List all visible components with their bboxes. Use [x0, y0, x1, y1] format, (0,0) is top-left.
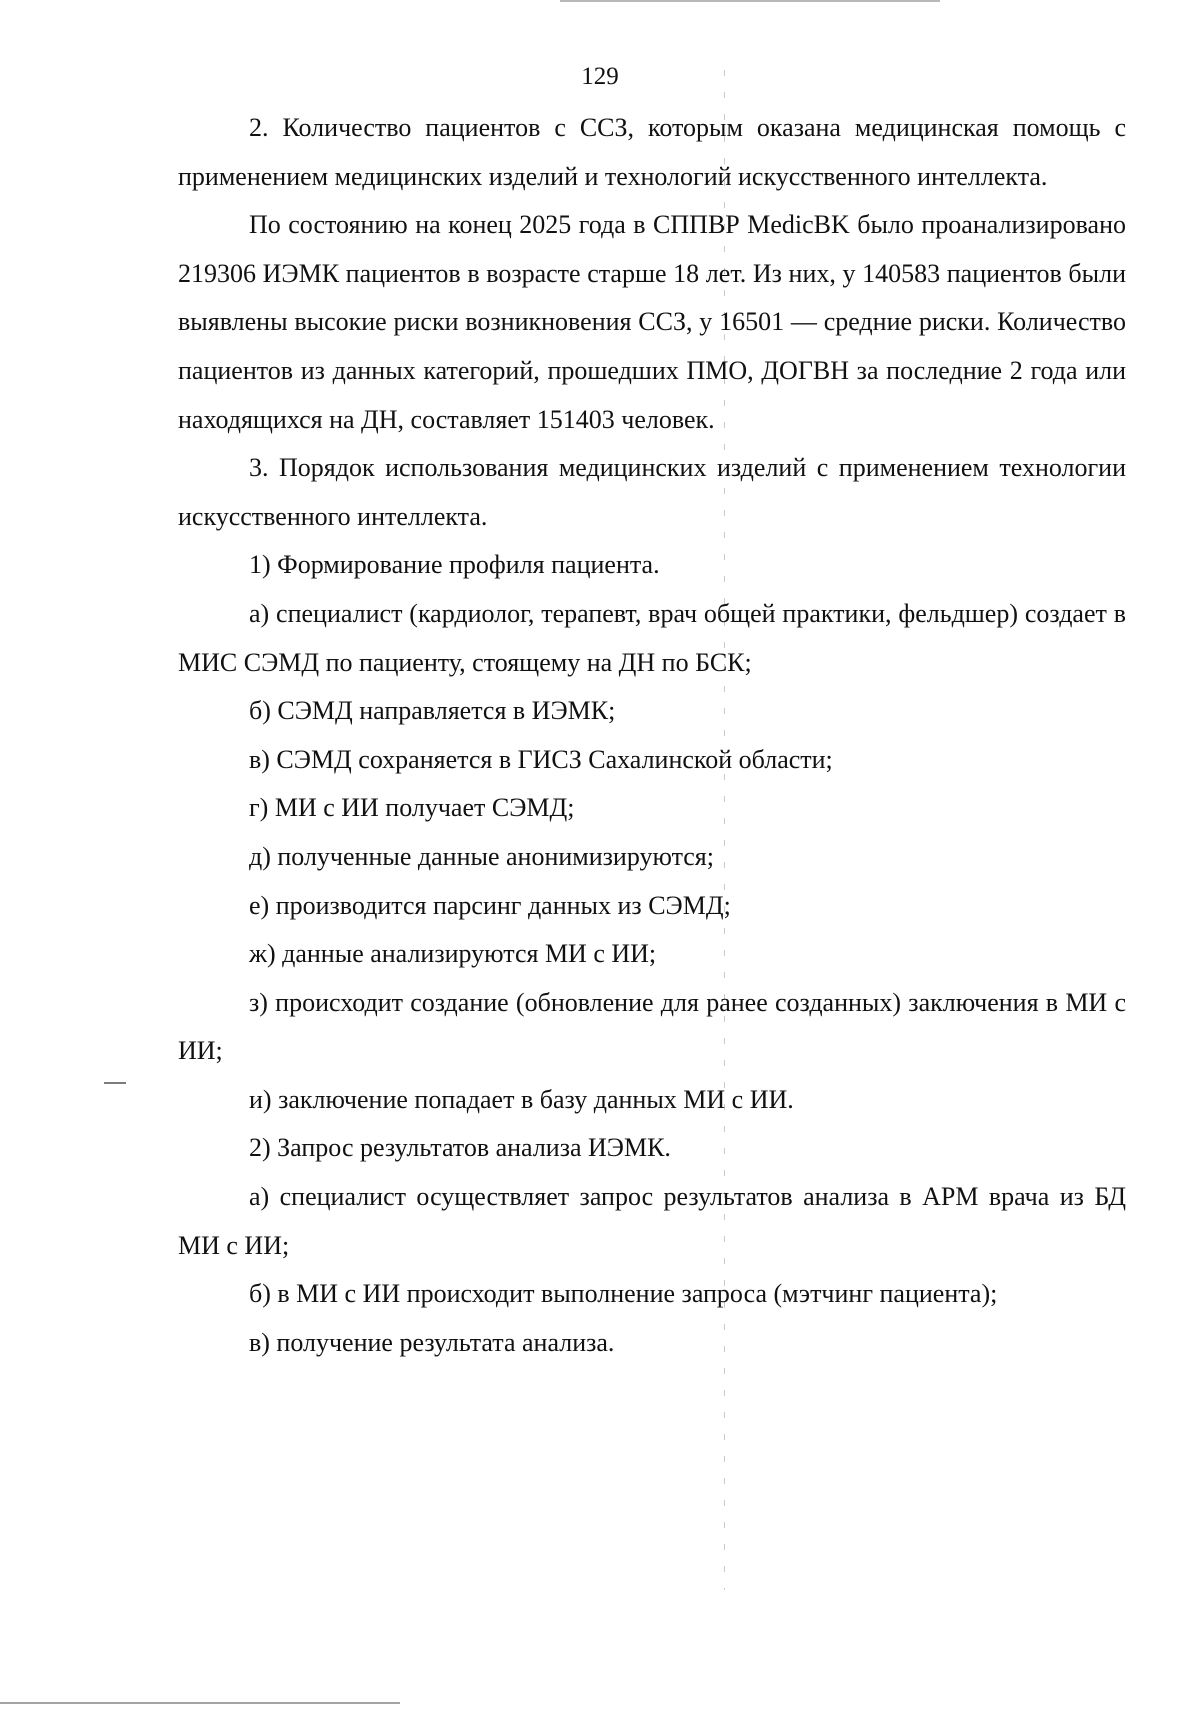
- list-item: в) получение результата анализа.: [249, 1327, 615, 1357]
- paragraph-statistics: По состоянию на конец 2025 года в СППВР MedicBK было проанализировано 219306 ИЭМК пациентов в возрасте старше 18 лет. Из них, у 140583 пациентов были выявлены высокие риски возникновения ССЗ, у 16501 — средние риски. Количество пациентов из данных категорий, прошедших ПМО, ДОГВН за последние 2 года или находящихся на ДН, составляет 151403 человек.: [178, 210, 1126, 434]
- scan-artifact-bottom-line: [0, 1702, 400, 1704]
- list-item: д) полученные данные анонимизируются;: [249, 841, 714, 871]
- list-item: и) заключение попадает в базу данных МИ с ИИ.: [249, 1084, 794, 1114]
- page-number: 129: [581, 63, 619, 90]
- scan-artifact-top-line: [560, 0, 940, 2]
- paragraph-step-1-heading: 1) Формирование профиля пациента.: [249, 550, 660, 580]
- list-item: б) СЭМД направляется в ИЭМК;: [249, 696, 616, 726]
- paragraph-step-2-heading: 2) Запрос результатов анализа ИЭМК.: [249, 1133, 671, 1163]
- list-item: г) МИ с ИИ получает СЭМД;: [249, 793, 575, 823]
- document-body: [178, 104, 1126, 1367]
- list-item: з) происходит создание (обновление для ранее созданных) заключения в МИ с ИИ;: [178, 987, 1126, 1066]
- list-item: в) СЭМД сохраняется в ГИСЗ Сахалинской области;: [249, 744, 833, 774]
- list-item: а) специалист осуществляет запрос результатов анализа в АРМ врача из БД МИ с ИИ;: [178, 1182, 1126, 1260]
- list-item: а) специалист (кардиолог, терапевт, врач общей практики, фельдшер) создает в МИС СЭМД по пациенту, стоящему на ДН по БСК;: [178, 598, 1126, 677]
- paragraph-item-2: 2. Количество пациентов с ССЗ, которым оказана медицинская помощь с применением медицинских изделий и технологий искусственного интеллекта.: [178, 113, 1126, 191]
- list-item: е) производится парсинг данных из СЭМД;: [249, 890, 731, 920]
- list-item: б) в МИ с ИИ происходит выполнение запроса (мэтчинг пациента);: [249, 1279, 998, 1309]
- scan-artifact-mark: [104, 1082, 126, 1084]
- paragraph-item-3: 3. Порядок использования медицинских изделий с применением технологии искусственного интеллекта.: [178, 453, 1126, 531]
- list-item: ж) данные анализируются МИ с ИИ;: [249, 939, 657, 969]
